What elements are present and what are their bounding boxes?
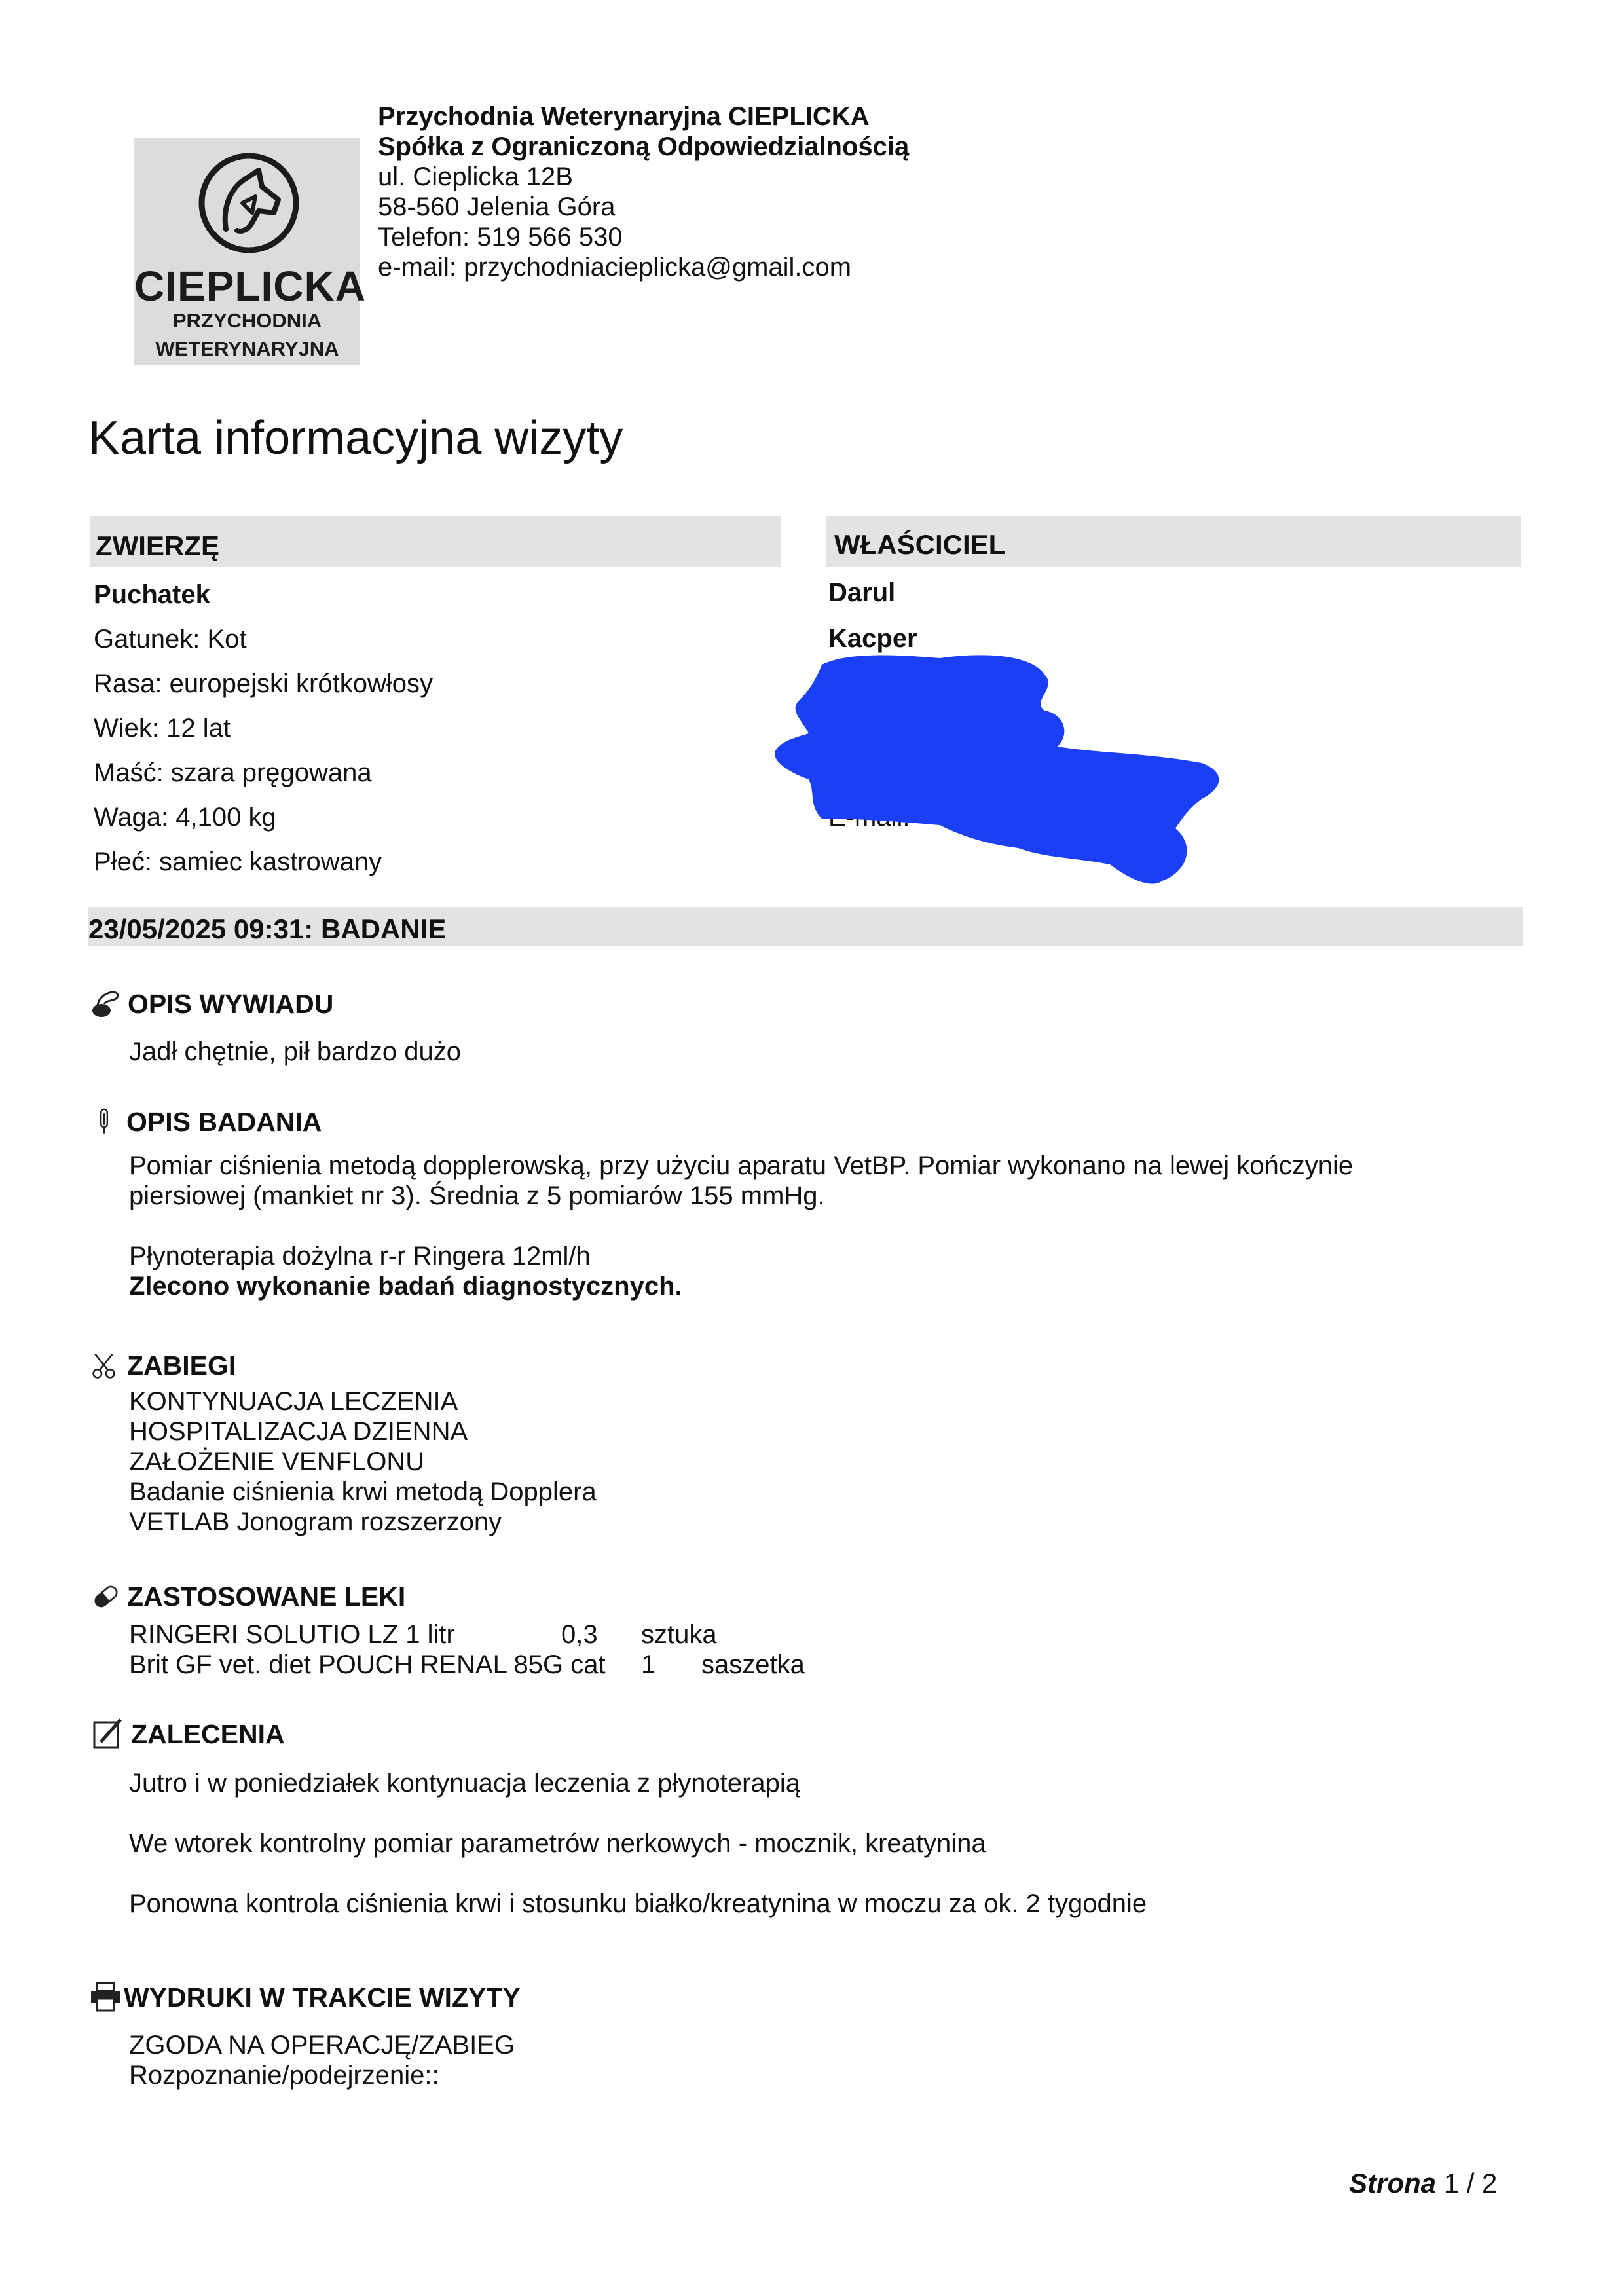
printouts-list bbox=[129, 2030, 515, 2090]
recommendations-text bbox=[129, 1768, 1147, 1919]
visit-header-bar bbox=[88, 907, 1522, 946]
procedure-item: Badanie ciśnienia krwi metodą Dopplera bbox=[129, 1477, 597, 1506]
logo-name: CIEPLICKA bbox=[134, 263, 366, 310]
procedure-item: ZAŁOŻENIE VENFLONU bbox=[129, 1447, 425, 1476]
exam-line-1: Pomiar ciśnienia metodą dopplerowską, przy użyciu aparatu VetBP. Pomiar wykonano na lewej kończynie bbox=[129, 1151, 1354, 1180]
meds-table bbox=[129, 1620, 805, 1680]
clinic-name: Przychodnia Weterynaryjna CIEPLICKA bbox=[378, 102, 870, 131]
clinic-email: e-mail: przychodniacieplicka@gmail.com bbox=[378, 253, 852, 282]
animal-header-bar bbox=[90, 516, 781, 567]
document-title: Karta informacyjna wizyty bbox=[88, 412, 623, 464]
printout-item: Rozpoznanie/podejrzenie:: bbox=[129, 2061, 439, 2090]
animal-header: ZWIERZĘ bbox=[96, 530, 219, 561]
procedures-section-header bbox=[92, 1347, 236, 1384]
redaction-scribble bbox=[769, 648, 1228, 900]
exam-section-header bbox=[94, 1103, 322, 1140]
med-name: RINGERI SOLUTIO LZ 1 litr bbox=[129, 1620, 455, 1649]
meds-title: ZASTOSOWANE LEKI bbox=[127, 1581, 406, 1612]
printout-item: ZGODA NA OPERACJĘ/ZABIEG bbox=[129, 2031, 515, 2060]
interview-title: OPIS WYWIADU bbox=[128, 988, 334, 1019]
procedure-item: HOSPITALIZACJA DZIENNA bbox=[129, 1417, 468, 1446]
med-qty: 0,3 bbox=[561, 1620, 598, 1649]
clinic-street: ul. Cieplicka 12B bbox=[378, 162, 573, 191]
meds-row bbox=[129, 1650, 805, 1680]
meds-row bbox=[129, 1620, 805, 1650]
page-number bbox=[1349, 2168, 1497, 2199]
animal-species: Gatunek: Kot bbox=[94, 625, 247, 654]
exam-text bbox=[129, 1151, 1353, 1301]
animal-age: Wiek: 12 lat bbox=[94, 714, 231, 743]
interview-text: Jadł chętnie, pił bardzo dużo bbox=[129, 1037, 461, 1066]
meds-section-header bbox=[92, 1578, 405, 1615]
procedure-item: KONTYNUACJA LECZENIA bbox=[129, 1387, 458, 1416]
page-label: Strona bbox=[1349, 2168, 1437, 2198]
owner-firstname: Kacper bbox=[828, 624, 917, 653]
recommendation-line: Ponowna kontrola ciśnienia krwi i stosunku białko/kreatynina w moczu za ok. 2 tygodnie bbox=[129, 1889, 1147, 1918]
procedures-list bbox=[129, 1386, 597, 1537]
edit-note-icon bbox=[92, 1716, 124, 1752]
clinic-company: Spółka z Ograniczoną Odpowiedzialnością bbox=[378, 132, 910, 161]
thermometer-icon bbox=[94, 1103, 120, 1140]
interview-icon bbox=[88, 986, 121, 1022]
clinic-info bbox=[378, 102, 909, 282]
printouts-title: WYDRUKI W TRAKCIE WIZYTY bbox=[124, 1982, 521, 2012]
recommendation-line: Jutro i w poniedziałek kontynuacja leczenia z płynoterapią bbox=[129, 1769, 801, 1798]
exam-line-3: Płynoterapia dożylna r-r Ringera 12ml/h bbox=[129, 1242, 591, 1270]
recommendation-line: We wtorek kontrolny pomiar parametrów nerkowych - mocznik, kreatynina bbox=[129, 1829, 986, 1858]
clinic-phone: Telefon: 519 566 530 bbox=[378, 223, 623, 251]
med-name: Brit GF vet. diet POUCH RENAL 85G cat bbox=[129, 1650, 606, 1679]
animal-sex: Płeć: samiec kastrowany bbox=[94, 847, 382, 876]
logo-subtitle-1: PRZYCHODNIA bbox=[172, 309, 322, 332]
owner-header: WŁAŚCICIEL bbox=[834, 529, 1006, 560]
printouts-section-header bbox=[88, 1979, 521, 2016]
procedure-item: VETLAB Jonogram rozszerzony bbox=[129, 1508, 502, 1536]
logo-subtitle-2: WETERYNARYJNA bbox=[155, 337, 339, 360]
interview-section-header bbox=[88, 986, 333, 1022]
owner-surname: Darul bbox=[828, 578, 896, 607]
printer-icon bbox=[88, 1979, 122, 2016]
exam-title: OPIS BADANIA bbox=[126, 1106, 322, 1137]
animal-weight: Waga: 4,100 kg bbox=[94, 803, 276, 832]
animal-name: Puchatek bbox=[94, 580, 210, 609]
dog-head-icon bbox=[196, 151, 301, 255]
med-qty: 1 bbox=[641, 1650, 656, 1679]
page-total: / 2 bbox=[1466, 2168, 1498, 2198]
exam-line-2: piersiowej (mankiet nr 3). Średnia z 5 pomiarów 155 mmHg. bbox=[129, 1181, 825, 1210]
page-current: 1 bbox=[1443, 2168, 1460, 2198]
recommendations-title: ZALECENIA bbox=[131, 1718, 285, 1749]
scissors-icon bbox=[92, 1347, 120, 1384]
recommendations-section-header bbox=[92, 1716, 285, 1752]
owner-header-bar bbox=[826, 516, 1521, 567]
visit-header: 23/05/2025 09:31: BADANIE bbox=[88, 914, 447, 944]
clinic-city: 58-560 Jelenia Góra bbox=[378, 193, 616, 221]
med-unit: sztuka bbox=[641, 1620, 717, 1649]
med-unit: saszetka bbox=[701, 1650, 805, 1679]
animal-breed: Rasa: europejski krótkowłosy bbox=[94, 669, 433, 698]
clinic-logo bbox=[134, 138, 366, 365]
procedures-title: ZABIEGI bbox=[127, 1350, 236, 1380]
animal-coat: Maść: szara pręgowana bbox=[94, 758, 372, 787]
animal-details bbox=[94, 580, 433, 891]
exam-line-4: Zlecono wykonanie badań diagnostycznych. bbox=[129, 1272, 682, 1301]
pill-icon bbox=[92, 1578, 120, 1615]
